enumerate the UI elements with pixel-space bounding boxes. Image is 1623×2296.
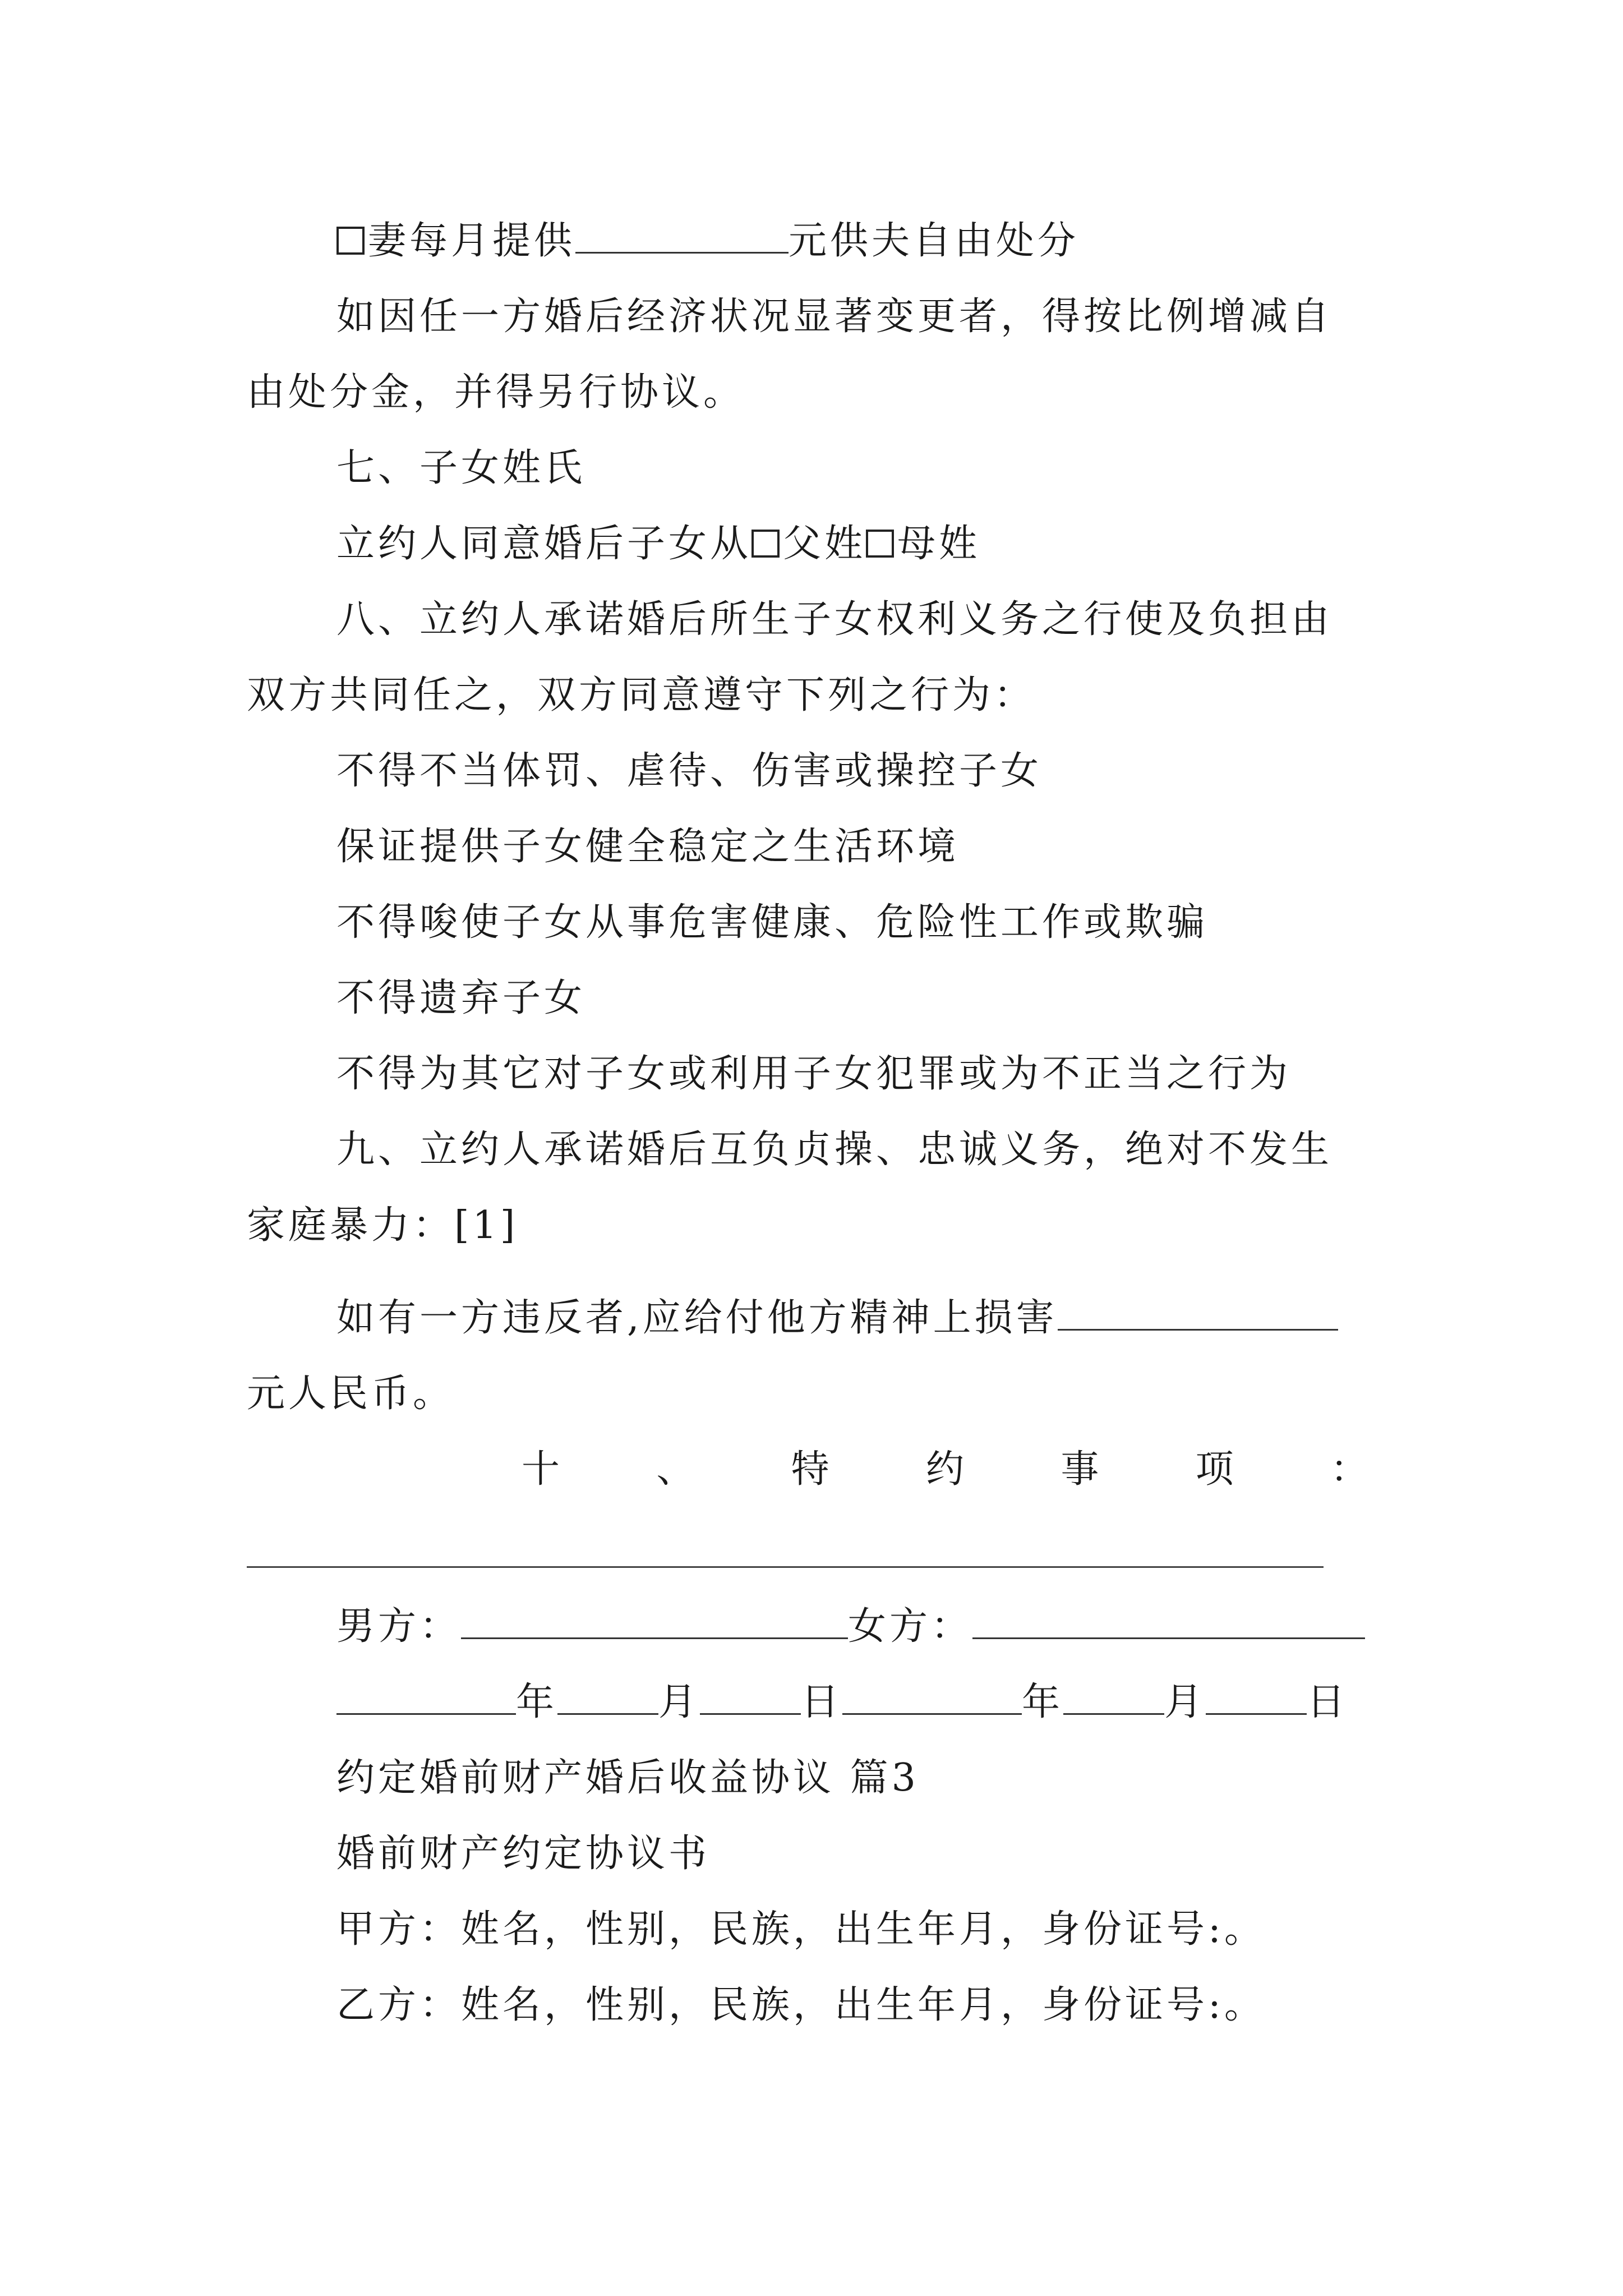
surname-choice-line: 立约人同意婚后子女从 父姓 母姓: [336, 522, 981, 566]
list-item: 不得遗弃子女: [336, 976, 586, 1020]
special-terms-heading: 十 、 特 约 事 项 ：: [522, 1447, 1368, 1492]
paragraph-line: 元人民币。: [247, 1372, 455, 1416]
list-item: 不得不当体罚、虐待、伤害或操控子女: [336, 749, 1043, 793]
checkbox-mother[interactable]: [866, 530, 894, 558]
paragraph-line: 由处分金，并得另行协议。: [247, 370, 745, 415]
checkbox[interactable]: [336, 227, 365, 255]
list-item: 不得唆使子女从事危害健康、危险性工作或欺骗: [336, 900, 1209, 945]
month-blank[interactable]: [557, 1680, 658, 1715]
section-heading: 七、子女姓氏: [336, 446, 586, 490]
signature-row: 男方： 女方：: [336, 1602, 1365, 1652]
penalty-line: 如有一方违反者,应给付他方精神上损害: [336, 1293, 1385, 1343]
paragraph-line: 如因任一方婚后经济状况显著变更者，得按比例增减自: [336, 295, 1333, 339]
paragraph-line: 九、立约人承诺婚后互负贞操、忠诚义务，绝对不发生: [336, 1128, 1333, 1172]
list-item: 保证提供子女健全稳定之生活环境: [336, 825, 960, 869]
monthly-allowance-line: 妻每月提供 元供夫自由处分: [336, 216, 1385, 266]
party-b-line: 乙方：姓名，性别，民族，出生年月，身份证号:。: [336, 1983, 1266, 2027]
month-blank[interactable]: [1063, 1680, 1164, 1715]
special-terms-blank[interactable]: [247, 1566, 1324, 1568]
date-row: 年 月 日 年 月 日: [336, 1677, 1348, 1728]
day-blank[interactable]: [700, 1680, 801, 1715]
paragraph-line: 双方共同任之，双方同意遵守下列之行为：: [247, 673, 1036, 717]
amount-blank[interactable]: [1058, 1295, 1338, 1331]
list-item: 不得为其它对子女或利用子女犯罪或为不正当之行为: [336, 1052, 1292, 1096]
paragraph-line: 家庭暴力：[1]: [247, 1203, 519, 1248]
checkbox-father[interactable]: [751, 530, 780, 558]
day-blank[interactable]: [1206, 1680, 1307, 1715]
year-blank[interactable]: [336, 1680, 516, 1715]
document-title: 婚前财产约定协议书: [336, 1832, 711, 1876]
section-heading: 约定婚前财产婚后收益协议 篇3: [336, 1756, 919, 1800]
year-blank[interactable]: [842, 1680, 1022, 1715]
female-signature-blank[interactable]: [972, 1604, 1365, 1639]
male-signature-blank[interactable]: [461, 1604, 848, 1639]
party-a-line: 甲方：姓名，性别，民族，出生年月，身份证号:。: [336, 1907, 1266, 1952]
paragraph-line: 八、立约人承诺婚后所生子女权利义务之行使及负担由: [336, 597, 1333, 642]
amount-blank[interactable]: [575, 218, 789, 254]
